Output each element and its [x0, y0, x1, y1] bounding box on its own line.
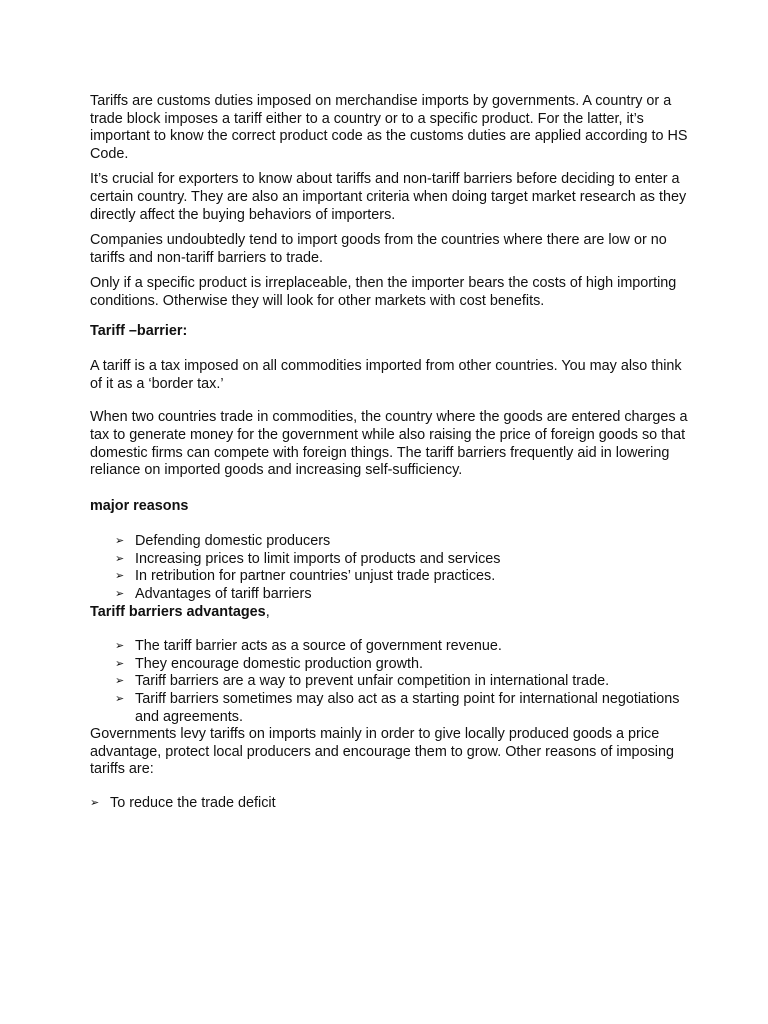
paragraph-tariff-definition: A tariff is a tax imposed on all commodities imported from other countries. You may also think of it as a ‘border tax.’: [90, 358, 682, 392]
list-item: [90, 795, 690, 813]
major-reasons-list: [90, 533, 690, 603]
advantages-list: [90, 638, 690, 726]
list-item: [115, 691, 690, 726]
arrow-bullet-icon: ➢: [115, 588, 125, 601]
paragraph-exporters: It’s crucial for exporters to know about tariffs and non-tariff barriers before deciding to enter a certain country. They are also an important criteria when doing target market research as they directly affect the buying behaviors of importers.: [90, 171, 687, 223]
arrow-bullet-icon: ➢: [115, 640, 125, 653]
list-item: [115, 586, 690, 604]
heading-advantages: Tariff barriers advantages: [90, 603, 266, 620]
heading-advantages-line: [90, 604, 690, 622]
list-item-text: Tariff barriers are a way to prevent unfair competition in international trade.: [135, 673, 610, 690]
arrow-bullet-icon: ➢: [115, 552, 125, 565]
paragraph-tariffs-intro: Tariffs are customs duties imposed on merchandise imports by governments. A country or a trade block imposes a tariff either to a country or to a specific product. For the latter, it’s important to know the correct product code as the customs duties are applied according to HS Code.: [90, 93, 688, 162]
arrow-bullet-icon: ➢: [115, 570, 125, 583]
list-item-text: The tariff barrier acts as a source of government revenue.: [135, 638, 502, 655]
document-page: [90, 93, 690, 813]
arrow-bullet-icon: ➢: [115, 657, 125, 670]
paragraph-companies: Companies undoubtedly tend to import goods from the countries where there are low or no tariffs and non-tariff barriers to trade.: [90, 232, 667, 266]
list-item-text: Advantages of tariff barriers: [135, 586, 312, 603]
list-item-text: Increasing prices to limit imports of products and services: [135, 550, 501, 567]
arrow-bullet-icon: ➢: [115, 693, 125, 706]
heading-advantages-comma: ,: [265, 603, 270, 620]
paragraph-irreplaceable: Only if a specific product is irreplaceable, then the importer bears the costs of high importing conditions. Otherwise they will look for other markets with cost benefits.: [90, 275, 677, 309]
list-item: [115, 551, 690, 569]
arrow-bullet-icon: ➢: [115, 535, 125, 548]
heading-major-reasons: major reasons: [90, 497, 189, 514]
list-item-text: Defending domestic producers: [135, 533, 331, 550]
list-item-text: They encourage domestic production growth.: [135, 655, 423, 672]
list-item-text: Tariff barriers sometimes may also act as a starting point for international negotiations and agreements.: [135, 691, 680, 725]
paragraph-governments-levy: Governments levy tariffs on imports mainly in order to give locally produced goods a price advantage, protect local producers and encourage them to grow. Other reasons of imposing tariffs are:: [90, 726, 674, 778]
list-item: [115, 673, 690, 691]
arrow-bullet-icon: ➢: [90, 797, 100, 809]
heading-tariff-barrier: Tariff –barrier:: [90, 322, 188, 339]
list-item: [115, 533, 690, 551]
list-item-text: In retribution for partner countries’ unjust trade practices.: [135, 568, 496, 585]
list-item: [115, 568, 690, 586]
list-item: [115, 656, 690, 674]
arrow-bullet-icon: ➢: [115, 675, 125, 688]
list-item: [115, 638, 690, 656]
other-reasons-list: [90, 795, 690, 813]
list-item-text: To reduce the trade deficit: [110, 795, 276, 811]
paragraph-two-countries: When two countries trade in commodities, the country where the goods are entered charges a tax to generate money for the government while also raising the price of foreign goods so that domestic firms can compete with foreign things. The tariff barriers frequently aid in lowering reliance on imported goods and increasing self-sufficiency.: [90, 409, 688, 479]
